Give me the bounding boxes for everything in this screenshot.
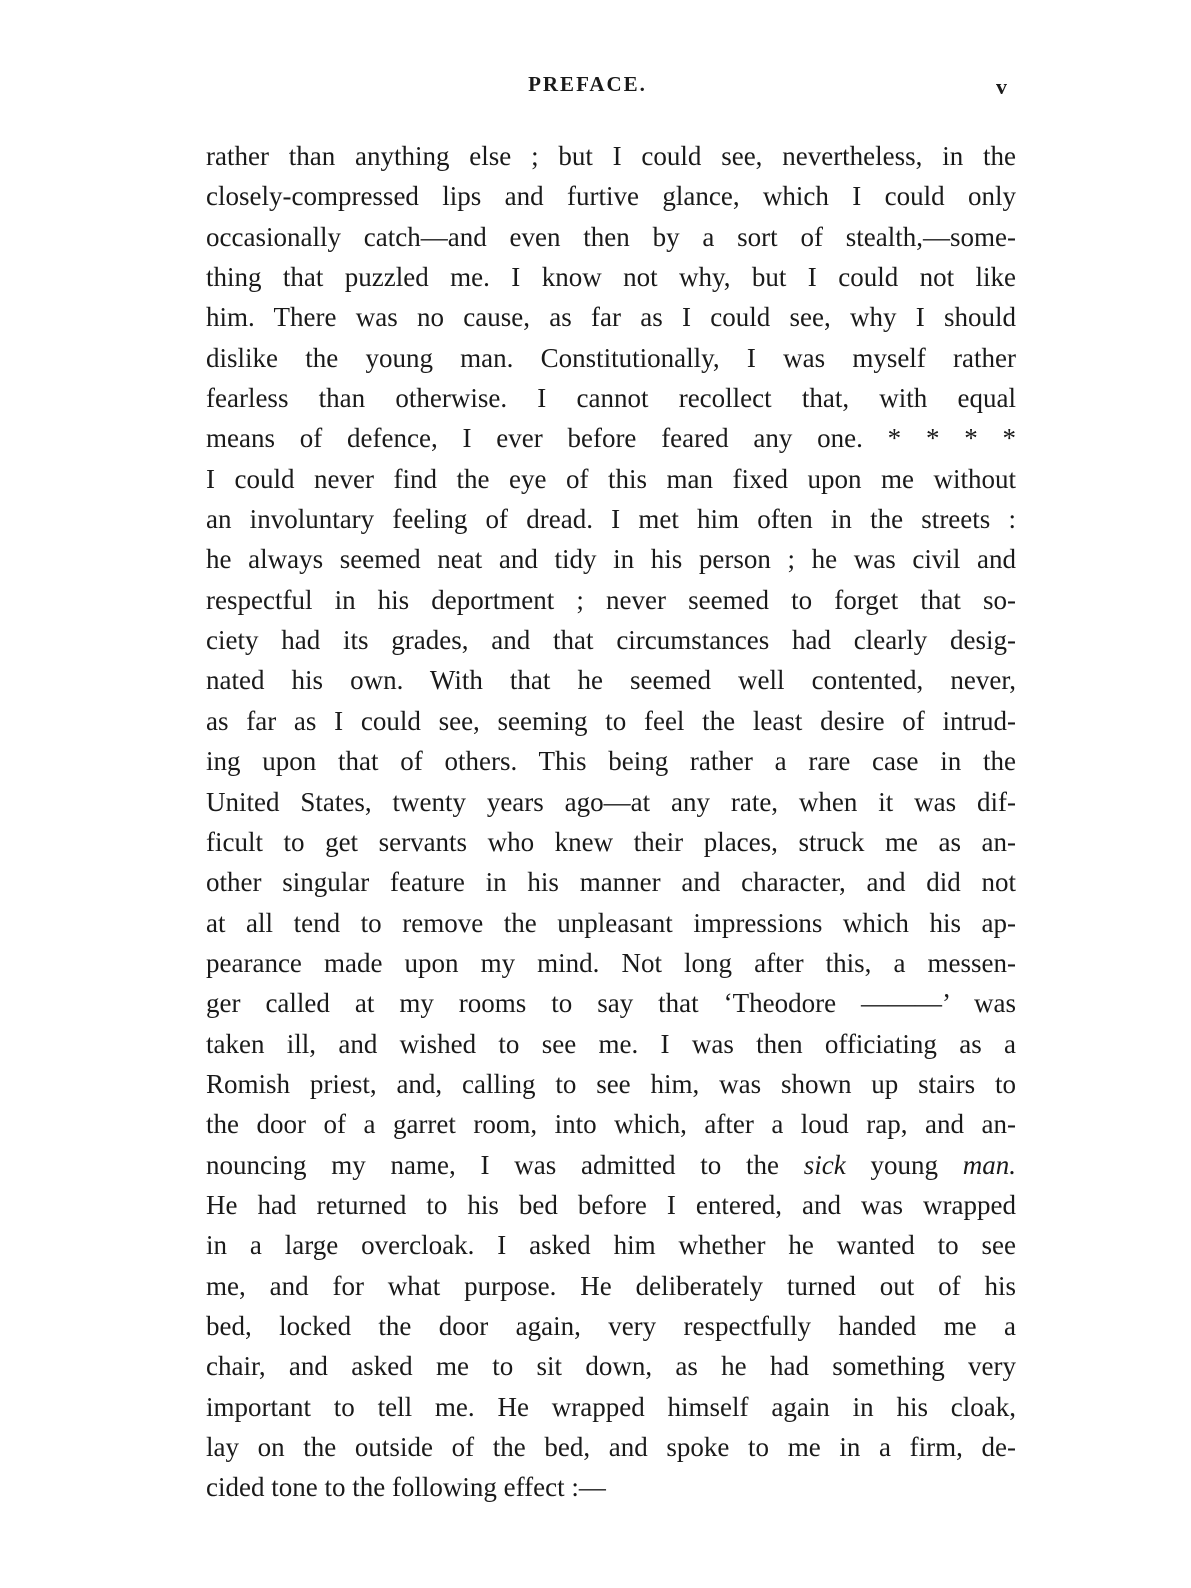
text-line: him. There was no cause, as far as I could see, why I should	[206, 302, 1016, 333]
text-line: at all tend to remove the unpleasant impressions which his ap-	[206, 907, 1016, 938]
text-line: ficult to get servants who knew their places, struck me as an-	[206, 826, 1016, 857]
text-line: important to tell me. He wrapped himself again in his cloak,	[206, 1391, 1016, 1422]
text-segment: nouncing my name, I was admitted to the	[206, 1149, 804, 1180]
page-number: v	[996, 74, 1007, 99]
text-line: bed, locked the door again, very respectfully handed me a	[206, 1310, 1016, 1341]
italic-word-sick: sick	[803, 1149, 846, 1180]
text-line: Romish priest, and, calling to see him, was shown up stairs to	[206, 1068, 1016, 1099]
text-line: rather than anything else ; but I could see, nevertheless, in the	[206, 141, 1016, 171]
running-head	[0, 72, 1191, 102]
text-line: closely-compressed lips and furtive glance, which I could only	[206, 181, 1016, 212]
text-line: lay on the outside of the bed, and spoke to me in a firm, de-	[206, 1432, 1016, 1462]
text-line: other singular feature in his manner and character, and did not	[206, 867, 1016, 898]
text-line: pearance made upon my mind. Not long after this, a messen-	[206, 947, 1016, 978]
text-line: the door of a garret room, into which, after a loud rap, and an-	[206, 1109, 1016, 1140]
text-line: an involuntary feeling of dread. I met him often in the streets :	[206, 504, 1016, 535]
text-line: taken ill, and wished to see me. I was then officiating as a	[206, 1028, 1016, 1059]
text-line: he always seemed neat and tidy in his person ; he was civil and	[206, 544, 1016, 575]
text-line: means of defence, I ever before feared any one. * * * *	[206, 423, 1016, 454]
text-line: thing that puzzled me. I know not why, but I could not like	[206, 262, 1016, 293]
text-line: ciety had its grades, and that circumstances had clearly desig-	[206, 625, 1016, 656]
text-line: nated his own. With that he seemed well contented, never,	[206, 665, 1016, 696]
body-text	[206, 136, 1016, 1508]
text-line: ing upon that of others. This being rather a rare case in the	[206, 746, 1016, 777]
text-line: ger called at my rooms to say that ‘Theodore ———’ was	[206, 988, 1016, 1019]
text-line: as far as I could see, seeming to feel the least desire of intrud-	[206, 705, 1016, 736]
text-line: chair, and asked me to sit down, as he had something very	[206, 1351, 1016, 1382]
text-line: fearless than otherwise. I cannot recollect that, with equal	[206, 383, 1016, 414]
text-line: I could never find the eye of this man fixed upon me without	[206, 463, 1016, 494]
text-segment: young	[845, 1149, 963, 1180]
text-line: cided tone to the following effect :—	[206, 1472, 606, 1503]
italic-word-man: man.	[962, 1149, 1017, 1180]
running-title: PREFACE.	[528, 72, 647, 96]
text-line: dislike the young man. Constitutionally, I was myself rather	[206, 342, 1016, 373]
text-line: occasionally catch—and even then by a sort of stealth,—some-	[206, 221, 1016, 252]
text-line: in a large overcloak. I asked him whether he wanted to see	[206, 1230, 1016, 1261]
text-line: United States, twenty years ago—at any rate, when it was dif-	[206, 786, 1016, 817]
text-line: me, and for what purpose. He deliberately turned out of his	[206, 1270, 1016, 1301]
text-line: respectful in his deportment ; never seemed to forget that so-	[206, 584, 1016, 615]
text-line: He had returned to his bed before I entered, and was wrapped	[206, 1189, 1016, 1220]
text-line-mixed	[206, 1145, 1016, 1185]
